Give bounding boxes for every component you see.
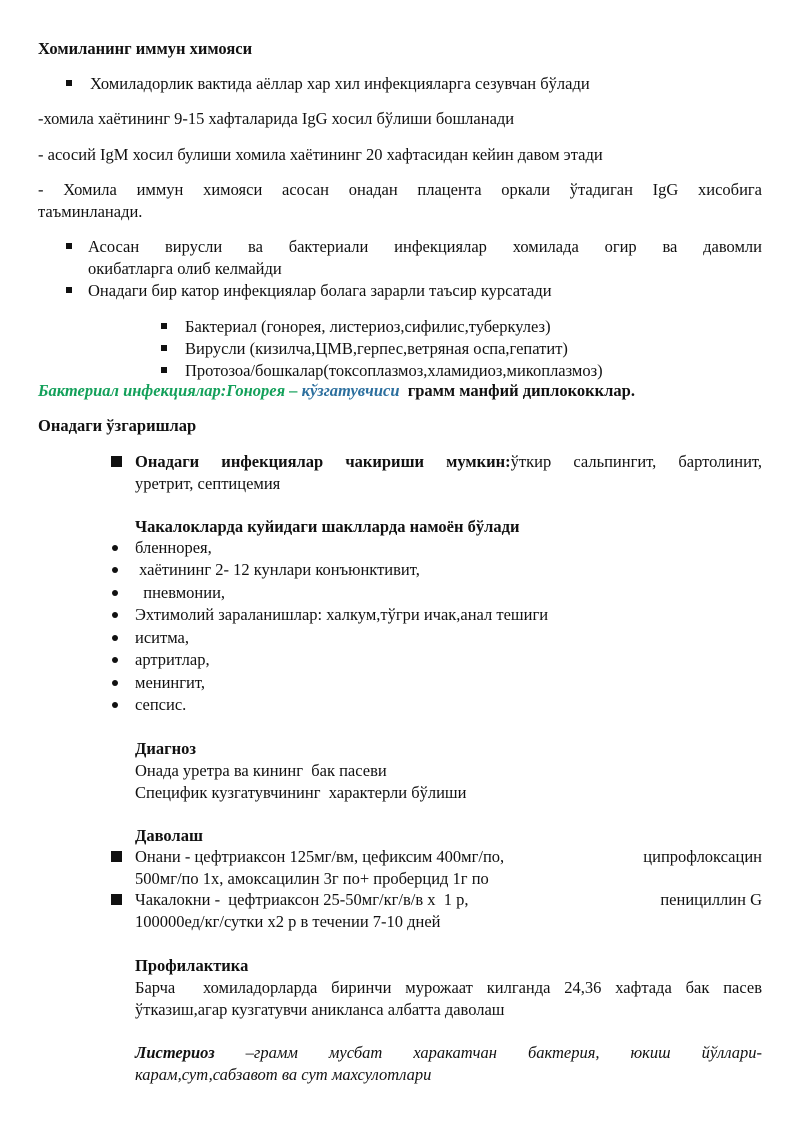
newborn-item: артритлар,	[135, 650, 210, 669]
bullet-square-icon	[66, 243, 72, 249]
listeria-text: –грамм мусбат харакатчан бактерия, юкиш йўллари-	[214, 1043, 762, 1062]
listeria-line2: карам,сут,сабзавот ва сут махсулотлари	[135, 1065, 432, 1084]
bacterial-infections-line	[38, 380, 635, 402]
bullet-square-icon	[66, 80, 72, 86]
bullet-square-icon	[161, 323, 167, 329]
treatment-item-line2: 100000ед/кг/сутки х2 р в течении 7-10 дней	[135, 912, 441, 931]
mother-infections-text: ўткир сальпингит, бартолинит,	[510, 452, 762, 471]
newborn-item: Эхтимолий зараланишлар: халкум,тўгри ичак,анал тешиги	[135, 605, 549, 624]
bullet-square-icon	[111, 456, 122, 467]
subsection-heading: Чакалокларда куйидаги шаклларда намоён бўлади	[135, 517, 520, 536]
treatment-item-drug: пенициллин G	[660, 890, 762, 909]
paragraph-line: - Хомила иммун химояси асосан онадан плацента оркали ўтадиган IgG хисобига	[38, 180, 762, 199]
paragraph-line: таъминланади.	[38, 202, 143, 221]
document-title: Хомиланинг иммун химояси	[38, 39, 253, 58]
paragraph: -хомила хаётининг 9-15 хафталарида IgG хосил бўлиши бошланади	[38, 109, 515, 128]
paragraph: - асосий IgM хосил булиши хомила хаётининг 20 хафтасидан кейин давом этади	[38, 145, 603, 164]
treatment-item-drug: ципрофлоксацин	[643, 847, 762, 866]
bullet-dot-icon	[112, 635, 118, 641]
diagnosis-line: Специфик кузгатувчининг характерли бўлиши	[135, 783, 467, 802]
treatment-item-line	[135, 889, 762, 911]
sub-bullet-item: Вирусли (кизилча,ЦМВ,герпес,ветряная оспа,гепатит)	[185, 339, 568, 358]
mother-infections-line	[135, 451, 762, 473]
pathogen-description: грамм манфий диплококклар.	[399, 381, 635, 400]
prophylaxis-line: ўтказиш,агар кузгатувчи аникланса албатта даволаш	[135, 1000, 505, 1019]
newborn-item: иситма,	[135, 628, 189, 647]
diagnosis-heading: Диагноз	[135, 739, 196, 758]
bullet-dot-icon	[112, 545, 118, 551]
mother-infections-label: Онадаги инфекциялар чакириши мумкин:	[135, 452, 511, 471]
section-heading: Онадаги ўзгаришлар	[38, 416, 197, 435]
newborn-item: менингит,	[135, 673, 205, 692]
bullet-dot-icon	[112, 612, 118, 618]
bullet-dot-icon	[112, 657, 118, 663]
bacterial-infections-label: Бактериал инфекциялар:Гонорея –	[38, 381, 302, 400]
prophylaxis-line: Барча хомиладорларда биринчи мурожаат килганда 24,36 хафтада бак пасев	[135, 978, 762, 997]
prophylaxis-heading: Профилактика	[135, 956, 249, 975]
bullet-item: Онадаги бир катор инфекциялар болага зарарли таъсир курсатади	[88, 281, 552, 300]
treatment-heading: Даволаш	[135, 826, 203, 845]
bullet-dot-icon	[112, 702, 118, 708]
bullet-dot-icon	[112, 567, 118, 573]
bullet-item-line: окибатларга олиб келмайди	[88, 259, 282, 278]
bullet-dot-icon	[112, 680, 118, 686]
bullet-item: Хомиладорлик вактида аёллар хар хил инфекцияларга сезувчан бўлади	[90, 74, 590, 93]
bullet-square-icon	[66, 287, 72, 293]
bullet-square-icon	[161, 345, 167, 351]
treatment-item-line2: 500мг/по 1х, амоксацилин 3г по+ проберцид 1г по	[135, 869, 489, 888]
bullet-square-icon	[161, 367, 167, 373]
treatment-item-line	[135, 846, 762, 868]
mother-infections-line2: уретрит, септицемия	[135, 474, 281, 493]
listeria-label: Листериоз	[135, 1043, 215, 1062]
treatment-item-text: Онани - цефтриаксон 125мг/вм, цефиксим 400мг/по,	[135, 847, 505, 866]
pathogen-label: кўзгатувчиси	[301, 381, 400, 400]
bullet-square-icon	[111, 894, 122, 905]
newborn-item: пневмонии,	[135, 583, 226, 602]
sub-bullet-item: Бактериал (гонорея, листериоз,сифилис,туберкулез)	[185, 317, 551, 336]
newborn-item: хаётининг 2- 12 кунлари конъюнктивит,	[135, 560, 420, 579]
listeria-line	[135, 1042, 762, 1064]
bullet-square-icon	[111, 851, 122, 862]
bullet-dot-icon	[112, 590, 118, 596]
treatment-item-text: Чакалокни - цефтриаксон 25-50мг/кг/в/в х 1 р,	[135, 890, 469, 909]
newborn-item: сепсис.	[135, 695, 187, 714]
diagnosis-line: Онада уретра ва кининг бак пасеви	[135, 761, 387, 780]
sub-bullet-item: Протозоа/бошкалар(токсоплазмоз,хламидиоз,микоплазмоз)	[185, 361, 603, 380]
bullet-item-line: Асосан вирусли ва бактериали инфекциялар хомилада огир ва давомли	[88, 237, 762, 256]
newborn-item: бленнорея,	[135, 538, 212, 557]
